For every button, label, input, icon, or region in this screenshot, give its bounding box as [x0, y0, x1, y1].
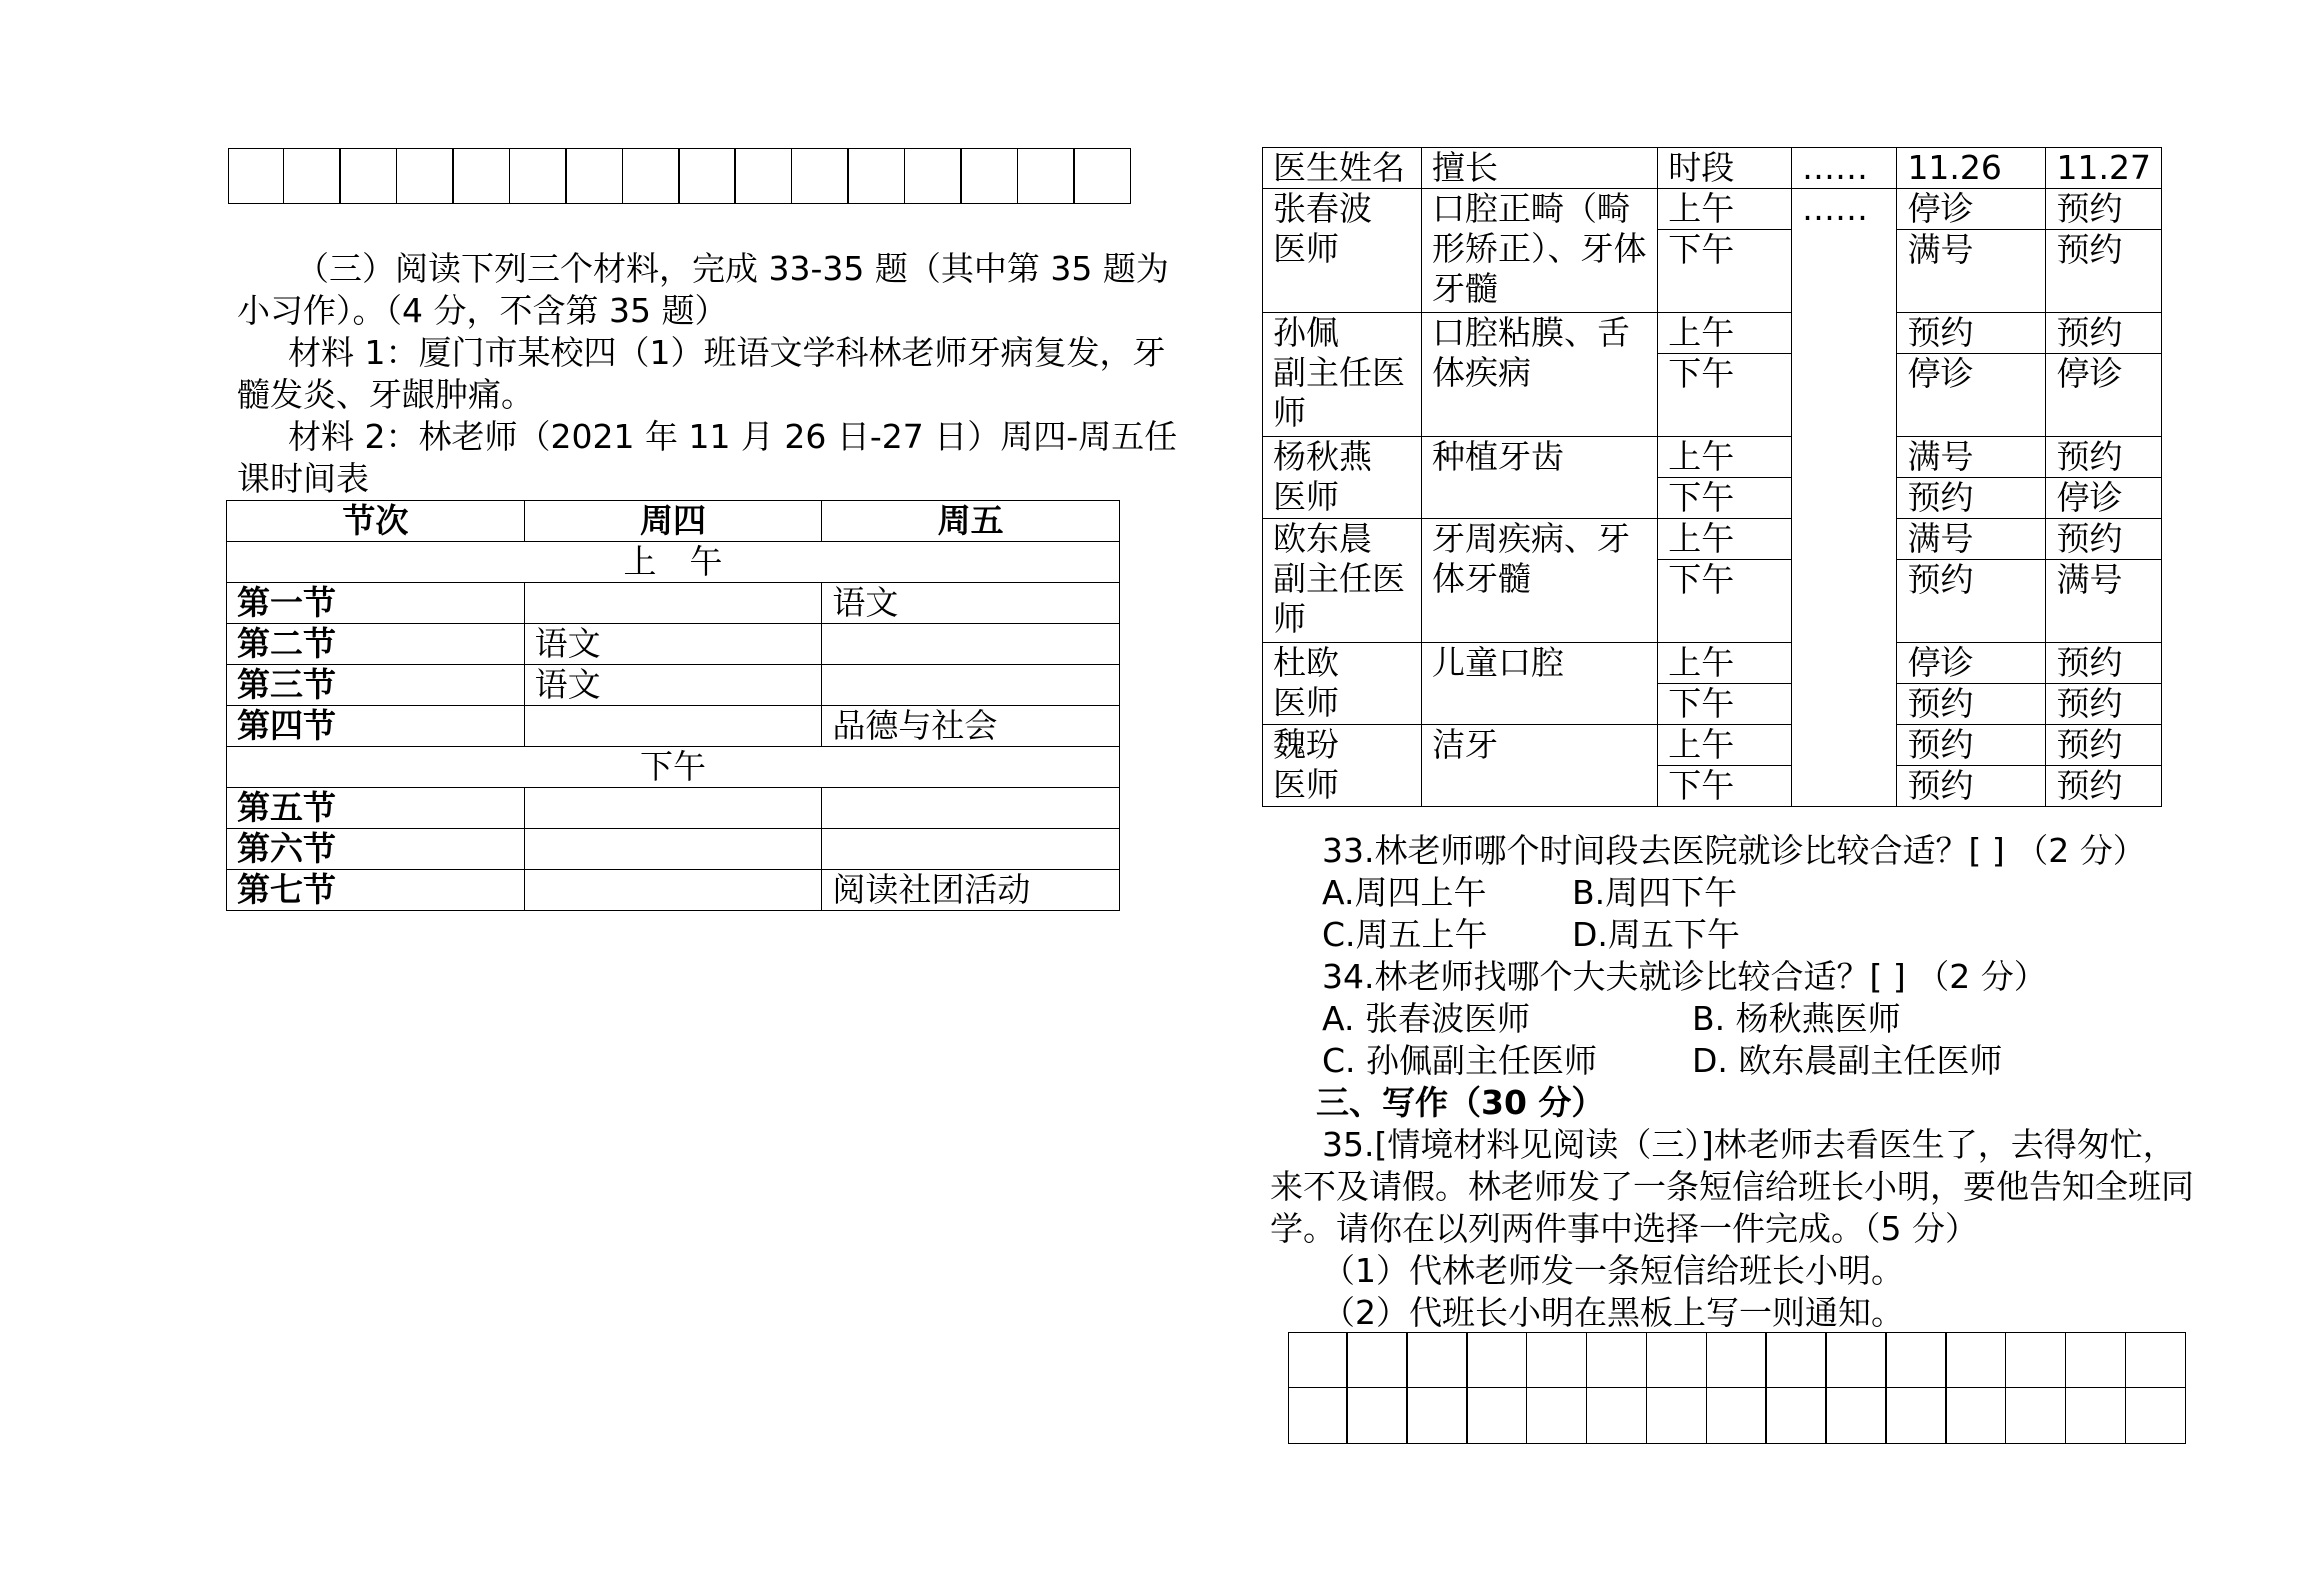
- schedule-row: [227, 624, 1120, 665]
- grid-cell: [1765, 1332, 1826, 1388]
- specialty-line: 口腔正畸（畸: [1432, 189, 1631, 228]
- q33-option-c: C.周五上午: [1322, 915, 1488, 954]
- grid-cell: [2065, 1387, 2126, 1445]
- grid-cell: [960, 148, 1018, 204]
- schedule-morning-row: [227, 542, 1120, 583]
- period-am: 上午: [1658, 189, 1792, 230]
- schedule-header-fri: 周五: [822, 501, 1120, 542]
- grid-cell: [1526, 1332, 1587, 1388]
- q34-option-a: A. 张春波医师: [1322, 999, 1530, 1038]
- status-1127-pm: 停诊: [2046, 478, 2162, 519]
- schedule-period: 第五节: [227, 788, 525, 829]
- schedule-fri-cell: 语文: [822, 583, 1120, 624]
- grid-cell: [2005, 1332, 2066, 1388]
- grid-cell: [1288, 1332, 1348, 1388]
- material2-line1: 材料 2：林老师（2021 年 11 月 26 日-27 日）周四-周五任: [288, 417, 1178, 456]
- q33-option-b: B.周四下午: [1572, 873, 1738, 912]
- period-am: 上午: [1658, 437, 1792, 478]
- schedule-thu-cell: [524, 583, 822, 624]
- doctor-title-line: 师: [1273, 393, 1306, 432]
- doctor-header-dots: ……: [1791, 148, 1896, 189]
- status-1127-pm: 满号: [2046, 560, 2162, 643]
- schedule-row: [227, 829, 1120, 870]
- status-1127-pm: 预约: [2046, 684, 2162, 725]
- doctor-row-am: [1263, 437, 2162, 478]
- specialty-line: 体疾病: [1432, 353, 1532, 392]
- q34-option-b: B. 杨秋燕医师: [1692, 999, 1901, 1038]
- doctor-row-am: [1263, 313, 2162, 354]
- schedule-fri-cell: [822, 829, 1120, 870]
- status-1127-am: 预约: [2046, 313, 2162, 354]
- period-pm: 下午: [1658, 478, 1792, 519]
- grid-cell: [509, 148, 567, 204]
- grid-cell: [1646, 1387, 1707, 1445]
- grid-cell: [678, 148, 736, 204]
- doctor-title-line: 医师: [1273, 229, 1339, 268]
- status-1127-pm: 预约: [2046, 230, 2162, 313]
- schedule-thu-cell: [524, 788, 822, 829]
- specialty-line: 牙周疾病、牙: [1432, 519, 1631, 558]
- specialty-line: 洁牙: [1432, 725, 1499, 764]
- doctor-title-line: 副主任医: [1273, 353, 1405, 392]
- period-pm: 下午: [1658, 684, 1792, 725]
- status-1126-am: 预约: [1897, 313, 2046, 354]
- grid-cell: [1945, 1332, 2006, 1388]
- reading-intro-line2: 小习作）。（4 分，不含第 35 题）: [237, 291, 728, 330]
- specialty-line: 口腔粘膜、舌: [1432, 313, 1631, 352]
- specialty-line: 儿童口腔: [1432, 643, 1565, 682]
- doctor-specialty: [1422, 725, 1658, 807]
- status-1126-pm: 预约: [1897, 478, 2046, 519]
- q34-option-d: D. 欧东晨副主任医师: [1692, 1041, 2003, 1080]
- q33-option-d: D.周五下午: [1572, 915, 1740, 954]
- schedule-period: 第六节: [227, 829, 525, 870]
- doctor-header-1127: 11.27: [2046, 148, 2162, 189]
- doctor-specialty: [1422, 519, 1658, 643]
- doctor-header-name: 医生姓名: [1263, 148, 1422, 189]
- doctor-name: [1263, 437, 1422, 519]
- schedule-thu-cell: 语文: [524, 624, 822, 665]
- grid-cell: [847, 148, 905, 204]
- doctor-name: [1263, 313, 1422, 437]
- period-pm: 下午: [1658, 230, 1792, 313]
- grid-cell: [1586, 1387, 1647, 1445]
- schedule-row: [227, 870, 1120, 911]
- grid-cell: [1765, 1387, 1826, 1445]
- grid-cell: [1825, 1332, 1886, 1388]
- specialty-line: 形矫正）、牙体: [1432, 229, 1647, 268]
- status-1126-am: 满号: [1897, 519, 2046, 560]
- grid-cell: [396, 148, 454, 204]
- schedule-fri-cell: 阅读社团活动: [822, 870, 1120, 911]
- q35-line3: 学。请你在以列两件事中选择一件完成。（5 分）: [1270, 1209, 1978, 1248]
- grid-cell: [1073, 148, 1131, 204]
- status-1126-am: 满号: [1897, 437, 2046, 478]
- q35-option-2: （2）代班长小明在黑板上写一则通知。: [1322, 1293, 1904, 1332]
- doctor-title-line: 医师: [1273, 765, 1339, 804]
- q35-line1: 35.[情境材料见阅读（三）]林老师去看医生了，去得匆忙，: [1322, 1125, 2176, 1164]
- writing-heading: 三、写作（30 分）: [1316, 1083, 1605, 1122]
- grid-cell: [2005, 1387, 2066, 1445]
- doctor-specialty: [1422, 313, 1658, 437]
- schedule-fri-cell: [822, 665, 1120, 706]
- grid-cell: [228, 148, 284, 204]
- doctor-name: [1263, 725, 1422, 807]
- q33-text: 33.林老师哪个时间段去医院就诊比较合适？[ ] （2 分）: [1322, 831, 2146, 870]
- grid-cell: [1346, 1387, 1407, 1445]
- specialty-line: 体牙髓: [1432, 559, 1532, 598]
- doctor-header-specialty: 擅长: [1422, 148, 1658, 189]
- grid-cell: [1646, 1332, 1707, 1388]
- status-1126-pm: 预约: [1897, 766, 2046, 807]
- schedule-period: 第二节: [227, 624, 525, 665]
- grid-cell: [283, 148, 341, 204]
- period-am: 上午: [1658, 725, 1792, 766]
- schedule-fri-cell: 品德与社会: [822, 706, 1120, 747]
- status-1126-am: 停诊: [1897, 189, 2046, 230]
- status-1126-am: 预约: [1897, 725, 2046, 766]
- grid-cell: [1586, 1332, 1647, 1388]
- schedule-thu-cell: [524, 706, 822, 747]
- doctor-name-line: 杜欧: [1273, 643, 1339, 682]
- doctor-header-row: [1263, 148, 2162, 189]
- status-1127-am: 预约: [2046, 437, 2162, 478]
- doctor-row-am: [1263, 189, 2162, 230]
- schedule-period: 第一节: [227, 583, 525, 624]
- schedule-row: [227, 665, 1120, 706]
- doctor-row-am: [1263, 643, 2162, 684]
- status-1127-am: 预约: [2046, 189, 2162, 230]
- grid-cell: [1945, 1387, 2006, 1445]
- specialty-line: 牙髓: [1432, 269, 1499, 308]
- doctor-specialty: [1422, 643, 1658, 725]
- grid-cell: [1885, 1332, 1946, 1388]
- dots-column: ……: [1791, 189, 1896, 807]
- status-1127-pm: 停诊: [2046, 354, 2162, 437]
- q35-option-1: （1）代林老师发一条短信给班长小明。: [1322, 1251, 1904, 1290]
- grid-cell: [1706, 1332, 1767, 1388]
- doctor-row-am: [1263, 519, 2162, 560]
- schedule-fri-cell: [822, 624, 1120, 665]
- status-1127-am: 预约: [2046, 725, 2162, 766]
- doctor-name: [1263, 519, 1422, 643]
- grid-cell: [1466, 1332, 1527, 1388]
- doctor-title-line: 师: [1273, 599, 1306, 638]
- period-am: 上午: [1658, 643, 1792, 684]
- grid-cell: [1885, 1387, 1946, 1445]
- status-1126-pm: 停诊: [1897, 354, 2046, 437]
- status-1126-am: 停诊: [1897, 643, 2046, 684]
- schedule-thu-cell: [524, 870, 822, 911]
- grid-cell: [452, 148, 510, 204]
- grid-cell: [565, 148, 623, 204]
- schedule-table: [226, 500, 1120, 911]
- status-1127-am: 预约: [2046, 519, 2162, 560]
- doctor-name: [1263, 189, 1422, 313]
- doctor-header-period: 时段: [1658, 148, 1792, 189]
- grid-cell: [1406, 1387, 1467, 1445]
- status-1126-pm: 预约: [1897, 684, 2046, 725]
- schedule-period: 第七节: [227, 870, 525, 911]
- doctor-name-line: 魏玢: [1273, 725, 1339, 764]
- schedule-header-thu: 周四: [524, 501, 822, 542]
- schedule-fri-cell: [822, 788, 1120, 829]
- doctor-specialty: [1422, 437, 1658, 519]
- status-1126-pm: 满号: [1897, 230, 2046, 313]
- schedule-row: [227, 706, 1120, 747]
- doctor-name: [1263, 643, 1422, 725]
- grid-cell: [2065, 1332, 2126, 1388]
- q35-line2: 来不及请假。林老师发了一条短信给班长小明，要他告知全班同: [1270, 1167, 2194, 1206]
- writing-grid-bottom: [1288, 1332, 2186, 1444]
- doctor-title-line: 医师: [1273, 477, 1339, 516]
- period-pm: 下午: [1658, 354, 1792, 437]
- grid-cell: [622, 148, 680, 204]
- schedule-header-row: [227, 501, 1120, 542]
- doctor-name-line: 孙佩: [1273, 313, 1339, 352]
- doctor-title-line: 副主任医: [1273, 559, 1405, 598]
- writing-grid-top: [228, 148, 1131, 204]
- schedule-header-period: 节次: [227, 501, 525, 542]
- doctor-schedule-table: [1262, 147, 2162, 807]
- schedule-afternoon-row: [227, 747, 1120, 788]
- period-pm: 下午: [1658, 560, 1792, 643]
- schedule-morning-label: 上 午: [227, 542, 1120, 583]
- doctor-header-1126: 11.26: [1897, 148, 2046, 189]
- grid-cell: [339, 148, 397, 204]
- grid-cell: [1346, 1332, 1407, 1388]
- schedule-period: 第四节: [227, 706, 525, 747]
- schedule-row: [227, 583, 1120, 624]
- status-1127-am: 预约: [2046, 643, 2162, 684]
- doctor-row-am: [1263, 725, 2162, 766]
- grid-cell: [1406, 1332, 1467, 1388]
- grid-cell: [2125, 1387, 2186, 1445]
- period-am: 上午: [1658, 313, 1792, 354]
- grid-cell: [1825, 1387, 1886, 1445]
- grid-cell: [734, 148, 792, 204]
- material2-line2: 课时间表: [237, 459, 369, 498]
- grid-cell: [1706, 1387, 1767, 1445]
- q33-option-a: A.周四上午: [1322, 873, 1487, 912]
- grid-cell: [1017, 148, 1075, 204]
- grid-cell: [791, 148, 849, 204]
- q34-option-c: C. 孙佩副主任医师: [1322, 1041, 1598, 1080]
- grid-cell: [1526, 1387, 1587, 1445]
- specialty-line: 种植牙齿: [1432, 437, 1565, 476]
- period-pm: 下午: [1658, 766, 1792, 807]
- grid-cell: [904, 148, 962, 204]
- schedule-thu-cell: 语文: [524, 665, 822, 706]
- grid-cell: [2125, 1332, 2186, 1388]
- grid-cell: [1288, 1387, 1348, 1445]
- doctor-name-line: 张春波: [1273, 189, 1372, 228]
- reading-intro-line1: （三）阅读下列三个材料，完成 33-35 题（其中第 35 题为: [296, 249, 1169, 288]
- doctor-title-line: 医师: [1273, 683, 1339, 722]
- doctor-name-line: 杨秋燕: [1273, 437, 1372, 476]
- schedule-thu-cell: [524, 829, 822, 870]
- status-1127-pm: 预约: [2046, 766, 2162, 807]
- q34-text: 34.林老师找哪个大夫就诊比较合适？[ ] （2 分）: [1322, 957, 2047, 996]
- schedule-row: [227, 788, 1120, 829]
- material1-line2: 髓发炎、牙龈肿痛。: [237, 375, 534, 414]
- period-am: 上午: [1658, 519, 1792, 560]
- material1-line1: 材料 1：厦门市某校四（1）班语文学科林老师牙病复发，牙: [288, 333, 1166, 372]
- schedule-afternoon-label: 下午: [227, 747, 1120, 788]
- status-1126-pm: 预约: [1897, 560, 2046, 643]
- schedule-period: 第三节: [227, 665, 525, 706]
- doctor-name-line: 欧东晨: [1273, 519, 1372, 558]
- doctor-specialty: [1422, 189, 1658, 313]
- grid-cell: [1466, 1387, 1527, 1445]
